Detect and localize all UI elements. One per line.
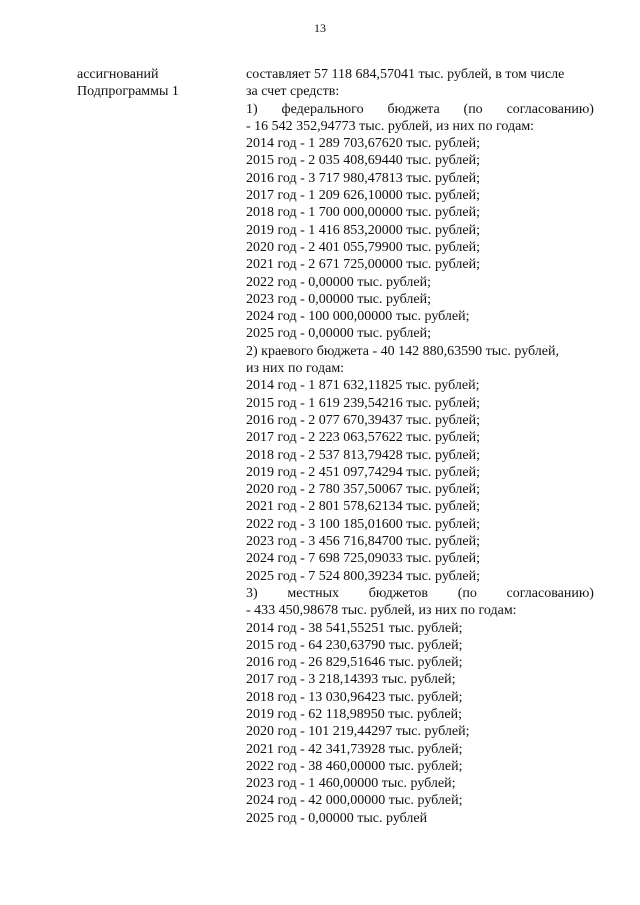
federal-year-line: 2020 год - 2 401 055,79900 тыс. рублей;: [246, 239, 481, 255]
federal-year-line: 2019 год - 1 416 853,20000 тыс. рублей;: [246, 222, 481, 238]
regional-year-line: 2022 год - 3 100 185,01600 тыс. рублей;: [246, 516, 481, 532]
regional-year-line: 2016 год - 2 077 670,39437 тыс. рублей;: [246, 412, 481, 428]
page-number: 13: [314, 21, 326, 35]
left-label-line1: ассигнований: [77, 67, 159, 82]
local-year-line: 2025 год - 0,00000 тыс. рублей: [246, 810, 428, 826]
right-column: [246, 66, 594, 827]
federal-year-line: 2021 год - 2 671 725,00000 тыс. рублей;: [246, 257, 481, 273]
local-year-line: 2015 год - 64 230,63790 тыс. рублей;: [246, 637, 463, 653]
regional-year-line: 2014 год - 1 871 632,11825 тыс. рублей;: [246, 378, 480, 394]
local-year-line: 2019 год - 62 118,98950 тыс. рублей;: [246, 706, 462, 722]
regional-year-line: 2020 год - 2 780 357,50067 тыс. рублей;: [246, 482, 481, 498]
local-year-line: 2016 год - 26 829,51646 тыс. рублей;: [246, 655, 463, 671]
regional-year-line: 2015 год - 1 619 239,54216 тыс. рублей;: [246, 395, 481, 411]
federal-year-line: 2023 год - 0,00000 тыс. рублей;: [246, 291, 432, 307]
local-heading-word: бюджетов: [368, 585, 428, 601]
intro-line1: составляет 57 118 684,57041 тыс. рублей, в том числе: [246, 67, 565, 82]
left-label-line2: Подпрограммы 1: [77, 84, 179, 100]
local-year-line: 2021 год - 42 341,73928 тыс. рублей;: [246, 741, 463, 757]
local-heading: [246, 585, 594, 602]
regional-heading: 2) краевого бюджета - 40 142 880,63590 тыс. рублей,: [246, 343, 559, 359]
federal-year-line: 2017 год - 1 209 626,10000 тыс. рублей;: [246, 188, 481, 204]
federal-heading-word: федерального: [281, 101, 364, 117]
regional-year-line: 2021 год - 2 801 578,62134 тыс. рублей;: [246, 499, 481, 515]
intro-line2: за счет средств:: [246, 84, 340, 100]
federal-year-line: 2025 год - 0,00000 тыс. рублей;: [246, 326, 432, 342]
federal-heading: [246, 101, 594, 118]
local-year-line: 2024 год - 42 000,00000 тыс. рублей;: [246, 793, 463, 809]
local-year-line: 2023 год - 1 460,00000 тыс. рублей;: [246, 776, 456, 792]
local-year-line: 2018 год - 13 030,96423 тыс. рублей;: [246, 689, 463, 705]
federal-heading-word: согласованию): [506, 101, 594, 117]
local-year-list: [246, 620, 594, 828]
local-heading-word: местных: [287, 585, 340, 601]
regional-year-line: 2017 год - 2 223 063,57622 тыс. рублей;: [246, 430, 481, 446]
local-total: - 433 450,98678 тыс. рублей, из них по годам:: [246, 603, 517, 619]
left-column: [77, 66, 237, 101]
federal-heading-word: бюджета: [387, 101, 440, 117]
federal-year-line: 2022 год - 0,00000 тыс. рублей;: [246, 274, 432, 290]
local-year-line: 2022 год - 38 460,00000 тыс. рублей;: [246, 758, 463, 774]
regional-year-list: [246, 377, 594, 585]
local-heading-word: (по: [457, 585, 477, 601]
federal-year-line: 2018 год - 1 700 000,00000 тыс. рублей;: [246, 205, 481, 221]
local-year-line: 2014 год - 38 541,55251 тыс. рублей;: [246, 620, 463, 636]
federal-year-line: 2015 год - 2 035 408,69440 тыс. рублей;: [246, 153, 481, 169]
local-heading-word: 3): [246, 585, 258, 601]
local-year-line: 2017 год - 3 218,14393 тыс. рублей;: [246, 672, 456, 688]
local-year-line: 2020 год - 101 219,44297 тыс. рублей;: [246, 724, 470, 740]
federal-total: - 16 542 352,94773 тыс. рублей, из них по годам:: [246, 118, 535, 134]
federal-year-line: 2016 год - 3 717 980,47813 тыс. рублей;: [246, 170, 481, 186]
federal-year-line: 2024 год - 100 000,00000 тыс. рублей;: [246, 309, 470, 325]
regional-year-line: 2023 год - 3 456 716,84700 тыс. рублей;: [246, 534, 481, 550]
regional-year-line: 2019 год - 2 451 097,74294 тыс. рублей;: [246, 464, 481, 480]
regional-year-line: 2025 год - 7 524 800,39234 тыс. рублей;: [246, 568, 481, 584]
federal-year-list: [246, 135, 594, 343]
regional-year-line: 2018 год - 2 537 813,79428 тыс. рублей;: [246, 447, 481, 463]
regional-subheading: из них по годам:: [246, 361, 345, 377]
federal-year-line: 2014 год - 1 289 703,67620 тыс. рублей;: [246, 136, 481, 152]
local-heading-word: согласованию): [506, 585, 594, 601]
federal-heading-word: 1): [246, 101, 258, 117]
regional-year-line: 2024 год - 7 698 725,09033 тыс. рублей;: [246, 551, 481, 567]
federal-heading-word: (по: [463, 101, 483, 117]
